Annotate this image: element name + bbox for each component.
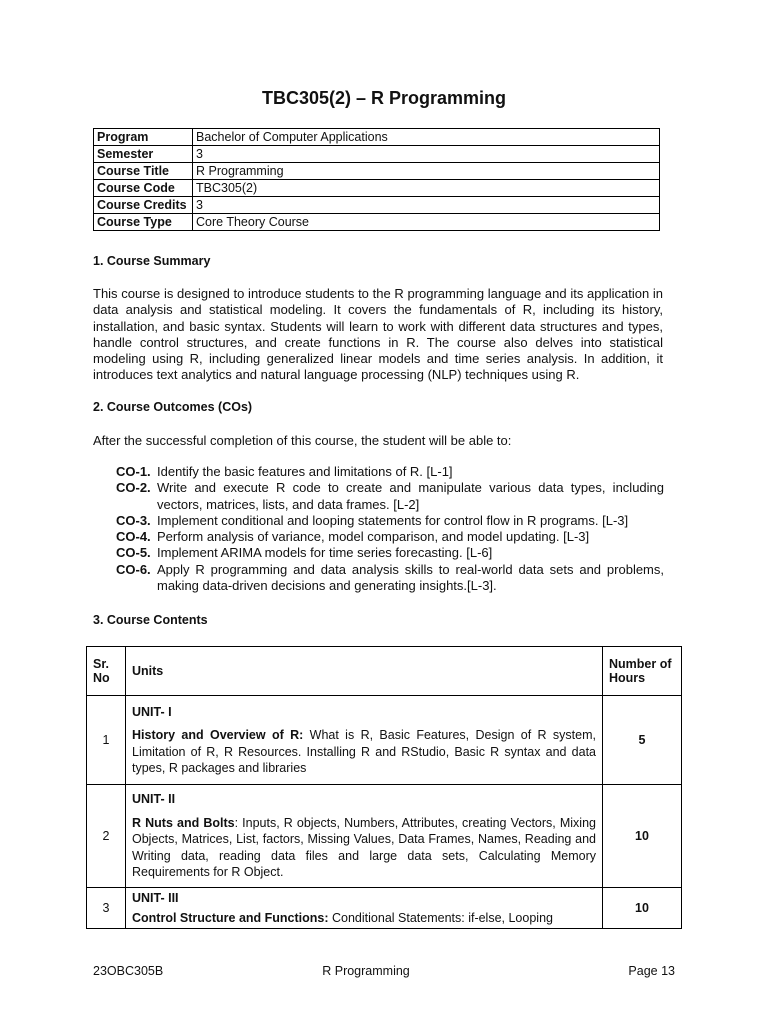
outcomes-list bbox=[116, 464, 664, 594]
outcome-text: Identify the basic features and limitations of R. [L-1] bbox=[157, 464, 453, 479]
table-row bbox=[87, 888, 682, 929]
outcome-id: CO-1. bbox=[116, 464, 151, 479]
row-sr: 1 bbox=[87, 696, 126, 785]
outcome-item bbox=[116, 480, 664, 513]
info-key: Course Code bbox=[94, 180, 193, 197]
info-key: Course Type bbox=[94, 214, 193, 231]
info-value: 3 bbox=[193, 197, 660, 214]
info-row bbox=[94, 214, 660, 231]
info-value: Bachelor of Computer Applications bbox=[193, 129, 660, 146]
unit-topic-lead: R Nuts and Bolts bbox=[132, 815, 235, 830]
footer-page-number: Page 13 bbox=[628, 964, 675, 978]
table-header-row bbox=[87, 647, 682, 696]
info-key: Course Title bbox=[94, 163, 193, 180]
table-row bbox=[87, 696, 682, 785]
row-sr: 3 bbox=[87, 888, 126, 929]
header-sr-no: Sr. No bbox=[87, 647, 126, 696]
outcome-item bbox=[116, 545, 664, 561]
outcome-id: CO-2. bbox=[116, 480, 151, 496]
unit-topic-lead: History and Overview of R: bbox=[132, 728, 304, 742]
outcome-text: Perform analysis of variance, model comparison, and model updating. [L-3] bbox=[157, 529, 590, 545]
outcomes-intro: After the successful completion of this course, the student will be able to: bbox=[93, 433, 512, 448]
course-summary-text: This course is designed to introduce students to the R programming language and its application in data analysis and statistical modeling. It covers the fundamentals of R, including its history, installation, and basic syntax. Students will learn to work with different data structures and types, handle control structures, and create functions in R. The course also delves into statistical modeling using R, including generalized linear models and time series analysis. In addition, it introduces text analytics and natural language processing (NLP) techniques using R. bbox=[93, 286, 663, 383]
row-hours: 10 bbox=[603, 785, 682, 888]
unit-topic-text: Conditional Statements: if-else, Looping bbox=[328, 911, 553, 925]
info-value: Core Theory Course bbox=[193, 214, 660, 231]
outcome-item bbox=[116, 464, 664, 480]
outcome-text: Write and execute R code to create and manipulate various data types, including vectors, matrices, lists, and data frames. [L-2] bbox=[157, 480, 664, 512]
info-key: Semester bbox=[94, 146, 193, 163]
outcome-item bbox=[116, 529, 664, 545]
outcome-id: CO-5. bbox=[116, 545, 151, 561]
outcome-id: CO-3. bbox=[116, 512, 151, 528]
info-value: R Programming bbox=[193, 163, 660, 180]
outcome-id: CO-6. bbox=[116, 561, 151, 577]
unit-title: UNIT- II bbox=[132, 792, 176, 807]
course-contents-table bbox=[86, 646, 682, 929]
section-heading-summary: 1. Course Summary bbox=[93, 254, 211, 268]
page-title: TBC305(2) – R Programming bbox=[261, 88, 507, 108]
footer-code: 23OBC305B bbox=[93, 964, 164, 978]
row-unit-cell bbox=[126, 888, 603, 929]
info-row bbox=[94, 146, 660, 163]
course-info-table bbox=[93, 128, 660, 231]
outcome-text: Implement ARIMA models for time series forecasting. [L-6] bbox=[157, 545, 493, 561]
info-value: TBC305(2) bbox=[193, 180, 660, 197]
outcome-text: Implement conditional and looping statements for control flow in R programs. [L-3] bbox=[157, 512, 629, 528]
outcome-item bbox=[116, 513, 664, 529]
outcome-id: CO-4. bbox=[116, 529, 151, 545]
unit-topic-lead: Control Structure and Functions: bbox=[132, 911, 329, 925]
header-hours: Number of Hours bbox=[603, 647, 682, 696]
row-unit-cell bbox=[126, 785, 603, 888]
info-key: Program bbox=[94, 129, 193, 146]
row-hours: 10 bbox=[603, 888, 682, 929]
table-row bbox=[87, 785, 682, 888]
info-key: Course Credits bbox=[94, 197, 193, 214]
info-row bbox=[94, 163, 660, 180]
info-row bbox=[94, 197, 660, 214]
footer-title: R Programming bbox=[322, 964, 410, 978]
section-heading-outcomes: 2. Course Outcomes (COs) bbox=[93, 400, 253, 414]
unit-title: UNIT- I bbox=[132, 704, 172, 719]
unit-topic-text: : Inputs, R objects, Numbers, Attributes, creating Vectors, Mixing Objects, Matrices, List, factors, Missing Values, Data Frames, Names, Reading and Writing data, reading data files and large data sets, Calculating Memory Requirements for R Object. bbox=[132, 815, 596, 880]
outcome-text: Apply R programming and data analysis skills to real-world data sets and problems, making data-driven decisions and generating insights.[L-3]. bbox=[157, 561, 664, 594]
section-heading-contents: 3. Course Contents bbox=[93, 613, 208, 627]
row-sr: 2 bbox=[87, 785, 126, 888]
header-units: Units bbox=[126, 647, 603, 696]
row-unit-cell bbox=[126, 696, 603, 785]
info-row bbox=[94, 180, 660, 197]
info-row bbox=[94, 129, 660, 146]
unit-topic-text: What is R, Basic Features, Design of R system, Limitation of R, R Resources. Installing R and RStudio, Basic R syntax and data types, R packages and libraries bbox=[132, 728, 596, 775]
info-value: 3 bbox=[193, 146, 660, 163]
outcome-item bbox=[116, 562, 664, 595]
unit-title: UNIT- III bbox=[132, 890, 179, 905]
row-hours: 5 bbox=[603, 696, 682, 785]
